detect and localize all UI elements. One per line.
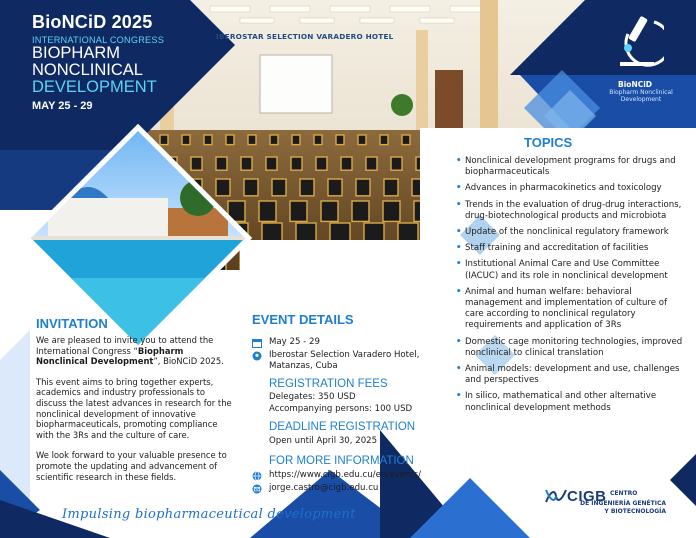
congress-name: Biopharm Nonclinical Development: [36, 345, 184, 367]
topic-item: • Advances in pharmacokinetics and toxicology: [456, 183, 662, 194]
deadline-heading: DEADLINE REGISTRATION: [269, 421, 416, 433]
topic-item: • Animal models: development and use, challenges and perspectives: [456, 364, 680, 386]
location-pin-icon: [252, 351, 262, 361]
website-link[interactable]: https://www.cigb.edu.cu/en/events/: [269, 470, 422, 480]
title-line-1: BIOPHARM: [32, 44, 121, 62]
website-row[interactable]: [252, 470, 442, 482]
pool-photo: [28, 128, 248, 348]
event-venue-row: [252, 350, 442, 374]
deadline-text: Open until April 30, 2025: [269, 436, 378, 446]
event-type: INTERNATIONAL CONGRESS: [32, 35, 165, 45]
venue-line-2: Matanzas, Cuba: [269, 361, 338, 371]
topics-heading: TOPICS: [524, 135, 573, 150]
invitation-paragraph-3: We look forward to your valuable presence to promote the updating and advancement of scientific research in these fields.: [36, 450, 227, 482]
brand-title: BioNCiD 2025: [32, 12, 153, 32]
topic-item: • Nonclinical development programs for drugs and biopharmaceuticals: [456, 156, 676, 178]
event-dates: MAY 25 - 29: [32, 100, 93, 112]
hotel-banner: IBEROSTAR SELECTION VARADERO HOTEL: [216, 32, 394, 41]
fee-accompanying: Accompanying persons: 100 USD: [269, 404, 413, 414]
email-icon: [252, 484, 262, 494]
info-heading: FOR MORE INFORMATION: [269, 455, 414, 467]
globe-icon: [252, 471, 262, 481]
email-link[interactable]: jorge.castro@cigb.edu.cu: [269, 483, 379, 493]
fee-delegates: Delegates: 350 USD: [269, 392, 356, 402]
cigb-line-2: DE INGENIERÍA GENÉTICA: [580, 500, 666, 507]
invitation-paragraph-2: This event aims to bring together experts, academics and industry professionals to discuss the latest advances in research for the nonclinical development of innovative biopharmaceuticals, promoting compliance with the 3Rs and the culture of care.: [36, 376, 232, 440]
cigb-dna-icon: [545, 488, 567, 504]
slogan: Impulsing biopharmaceutical development: [62, 507, 356, 522]
microscope-logo-icon: [614, 14, 664, 78]
topic-item: • Institutional Animal Care and Use Committee (IACUC) and its role in nonclinical development: [456, 259, 668, 281]
topic-item: • Update of the nonclinical regulatory framework: [456, 227, 669, 238]
header: [32, 12, 164, 112]
cigb-line-1: CENTRO: [610, 490, 638, 497]
topics-list: [456, 156, 688, 419]
topic-item: • In silico, mathematical and other alternative nonclinical development methods: [456, 391, 657, 413]
event-details-heading: EVENT DETAILS: [252, 312, 354, 327]
logo-subtitle: Biopharm Nonclinical Development: [609, 89, 673, 103]
title-line-2: NONCLINICAL: [32, 61, 143, 79]
event-date: May 25 - 29: [269, 337, 320, 347]
invitation-paragraph-1: We are pleased to invite you to attend the International Congress “Biopharm Nonclinical Development”, BioNCiD 2025.: [36, 335, 224, 367]
fees-heading: REGISTRATION FEES: [269, 378, 388, 390]
invitation-heading: INVITATION: [36, 316, 108, 331]
title-line-3: DEVELOPMENT: [32, 78, 157, 96]
topic-item: • Trends in the evaluation of drug-drug interactions, drug-biotechnological products and microbiota: [456, 199, 682, 221]
event-date-row: [252, 337, 422, 349]
email-row[interactable]: [252, 483, 442, 495]
topic-item: • Domestic cage monitoring technologies, improved nonclinical to clinical translation: [456, 336, 683, 358]
topic-item: • Animal and human welfare: behavioral management and implementation of culture of care according to nonclinical regulatory requirements and application of 3Rs: [456, 286, 668, 331]
cigb-line-3: Y BIOTECNOLOGÍA: [604, 508, 666, 515]
topic-item: • Staff training and accreditation of facilities: [456, 243, 649, 254]
logo-name: BioNCiD: [618, 80, 653, 89]
cigb-name: CIGB: [567, 488, 607, 505]
calendar-icon: [252, 338, 262, 348]
invitation-text: [36, 335, 236, 492]
venue-line-1: Iberostar Selection Varadero Hotel,: [269, 350, 420, 360]
